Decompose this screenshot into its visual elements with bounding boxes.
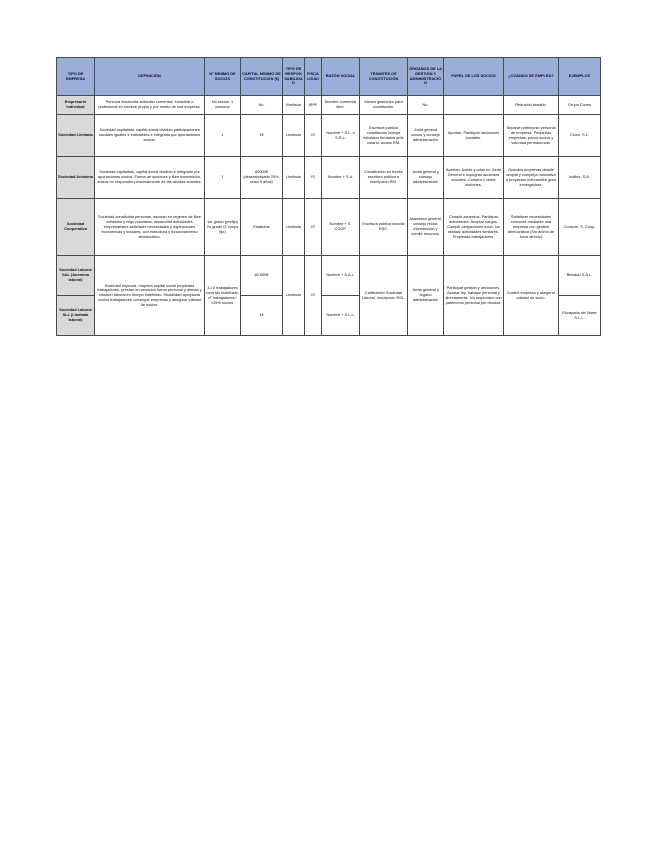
examples-cell: Bimaldo S.A.L. [559,256,601,296]
header-cell: TRÁMITES DE CONSTITUCIÓN [360,58,408,96]
header-cell: ÓRGANOS DE LA GESTIÓN Y ADMINISTRACIÓN [408,58,444,96]
capital-cell: 60.000€ [241,256,283,296]
table-row [57,115,601,157]
partner-role-cell: Cumplir acuerdos. Participar actividades. Aceptar cargos. Cumplir obligaciones econ. No realizar actividades similares. Propiedad trabajadores. [444,199,504,256]
header-cell: DEFINICIÓN [95,58,205,96]
usage-cell: Reducido tamaño. [504,96,559,115]
examples-cell: Grupo Coves [559,96,601,115]
capital-cell: Estatutos [241,199,283,256]
header-cell: TIPO DE EMPRESA [57,58,95,96]
company-type-label: SAL (Anónima laboral) [62,272,89,283]
procedures-cell: Calificación Sociedad Laboral, inscripción RSL. [360,256,408,336]
definition-cell: Sociedad constituida personas, asocian en régimen de libre adhesión y baja voluntaria, desarrollar actividades empresariales satisfacer necesidades y aspiraciones económicas y sociales, con estructura y funcionamiento democrático. [95,199,205,256]
company-type-label: SLL (Limitada laboral) [62,312,89,323]
capital-cell: No. [241,96,283,115]
company-type-label: Sociedad Laboral [59,307,92,313]
tax-cell: IS [305,199,322,256]
company-name-cell: Nombre + S.A.L. [322,256,360,296]
tax-cell: IS [305,256,322,336]
tax-cell: IS [305,115,322,157]
header-cell: EJEMPLOS [559,58,601,96]
company-type-label: Sociedad Laboral [59,267,92,273]
header-cell: CAPITAL MÍNIMO DE CONSTITUCIÓN (€) [241,58,283,96]
company-type-cell: Empresario Individual [57,96,95,115]
procedures-cell: Menos gestiones para constitución. [360,96,408,115]
capital-cell: 1€ [241,296,283,336]
definition-cell: Sociedad capitalista, capital social dividido e integrado por aportaciones socios. Forma de acciones y libre transmisión, socios no responden personalmente de las deudas sociales. [95,157,205,199]
procedures-cell: Escritura pública inscrita RSC. [360,199,408,256]
procedures-cell: Escritura pública constitución incluye estatutos firmados ante notario, anotar RM. [360,115,408,157]
min-partners-cell: 1 [205,157,241,199]
partner-role-cell: Aportan, Asistir y votar en Junta General e impugnar acuerdos sociales. Compra o venta acciones. [444,157,504,199]
examples-cell: Escapada del Norte S.L.L. [559,296,601,336]
partner-role-cell: Participar gestión y decisiones. Aportar ley, trabajar personal y directamente. No responden con patrimonio personal por deudas. [444,256,504,336]
examples-cell: Inditex, S.A. [559,157,601,199]
responsibility-cell: Limitada [283,115,305,157]
company-name-cell: Nombre comercial libre. [322,96,360,115]
table-row [57,256,601,296]
header-cell: ¿CUÁNDO SE EMPLEA? [504,58,559,96]
partner-role-cell [444,96,504,115]
header-cell: RAZÓN SOCIAL [322,58,360,96]
company-type-cell: Sociedad Anónima [57,157,95,199]
bodies-cell: Junta general y consejo administración [408,157,444,199]
procedures-cell: Constitución en trevés escritura pública e inscripción RM. [360,157,408,199]
min-partners-cell: 1 [205,115,241,157]
table-row [57,199,601,256]
usage-cell: Grandes empresas detalle amplia y compleja normativa y proyectos mercantiles gran envergadura. [504,157,559,199]
usage-cell: Separar patrimonio personal de empresa. Pequeñas empresas, pocos socios y voluntad permanencia. [504,115,559,157]
header-cell: TIPO DE RESPONSABILIDAD [283,58,305,96]
table-row [57,96,601,115]
min-partners-cell: No socios, 1 persona [205,96,241,115]
header-cell: PAPEL DE LOS SOCIOS [444,58,504,96]
business-types-table [56,57,601,336]
company-name-cell: Nombre + S.L. o S.R.L. [322,115,360,157]
capital-cell: 60000€ (desembolsado 25%, resto 5 años) [241,157,283,199]
company-type-cell: Sociedad Cooperativa [57,199,95,256]
tax-cell: IS [305,157,322,199]
company-type-cell [57,256,95,296]
bodies-cell: No. [408,96,444,115]
examples-cell: Clovo, S.L. [559,115,601,157]
bodies-cell: Asamblea general, consejo rector, intervención y comité recursos. [408,199,444,256]
company-type-cell [57,296,95,336]
responsibility-cell: Limitada [283,199,305,256]
capital-cell: 1€ [241,115,283,157]
table-row [57,157,601,199]
responsibility-cell: Limitada [283,157,305,199]
header-cell: FISCALIDAD [305,58,322,96]
company-name-cell: Nombre + S.L.L. [322,296,360,336]
min-partners-cell: 1er grado (prefijo) 2o grado (2 coops fijo) [205,199,241,256]
definition-cell: Persona desarrolla actividad comercial, industrial o profesional en nombre propio y por medio de una empresa. [95,96,205,115]
responsibility-cell: Ilimitada [283,96,305,115]
company-name-cell: Nombre + S.A. [322,157,360,199]
header-row [57,58,601,96]
partner-role-cell: Aportan, Participar decisiones sociales. [444,115,504,157]
bodies-cell: Junta general socios y consejo administración [408,115,444,157]
company-name-cell: Nombre + S. COOP. [322,199,360,256]
definition-cell: Sociedad capitalista, capital social dividido participaciones sociales iguales e indivisibles e integrado por aportaciones socios. [95,115,205,157]
usage-cell: Control empresa y asegurar calidad de socio. [504,256,559,336]
tax-cell: IRPF [305,96,322,115]
usage-cell: Satisfacer necesidades comunes mediante una empresa con gestión democrática (Sin ánimo de lucro directo) [504,199,559,256]
min-partners-cell: 3->2 trabajadores contrato indefinido, nº trabajadores= >25% socios. [205,256,241,336]
definition-cell: Sociedad especial, mayoría capital social propiedad trabajadores, prestan en servicios forma personal y directa y relación laboral en tiempo indefinido. Modalidad apropiada socios trabajadores conseguir empresas y asegurar calidad de socios. [95,256,205,336]
bodies-cell: Junta general y órgano administración [408,256,444,336]
header-cell: Nº MÍNIMO DE SOCIOS [205,58,241,96]
examples-cell: Consum, S. Coop. [559,199,601,256]
responsibility-cell: Limitada [283,256,305,336]
company-type-cell: Sociedad Limitada [57,115,95,157]
